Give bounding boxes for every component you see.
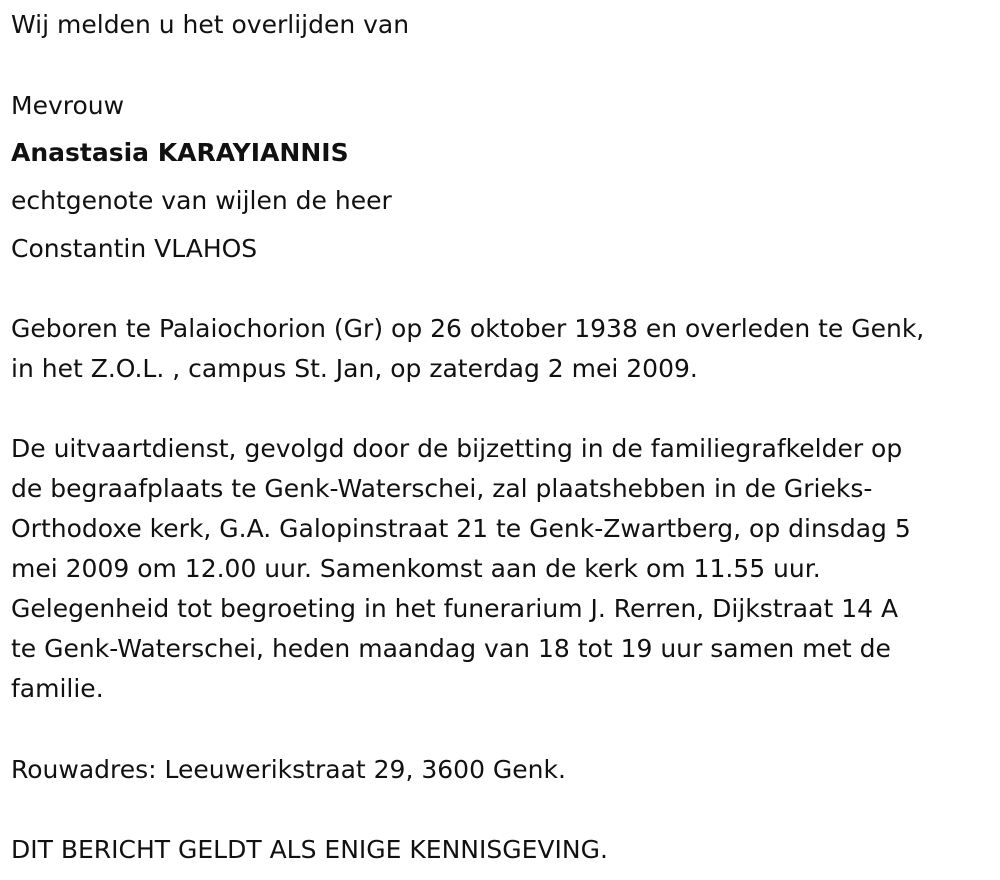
closing-notice: DIT BERICHT GELDT ALS ENIGE KENNISGEVING. bbox=[11, 835, 608, 864]
funeral-line: te Genk-Waterschei, heden maandag van 18 tot 19 uur samen met de bbox=[11, 634, 891, 663]
salutation: Mevrouw bbox=[11, 91, 125, 120]
intro-text: Wij melden u het overlijden van bbox=[11, 10, 410, 39]
funeral-line: mei 2009 om 12.00 uur. Samenkomst aan de kerk om 11.55 uur. bbox=[11, 554, 821, 583]
funeral-line: Gelegenheid tot begroeting in het funerarium J. Rerren, Dijkstraat 14 A bbox=[11, 594, 899, 623]
mourning-address: Rouwadres: Leeuwerikstraat 29, 3600 Genk. bbox=[11, 755, 566, 784]
funeral-line: De uitvaartdienst, gevolgd door de bijzetting in de familiegrafkelder op bbox=[11, 434, 903, 463]
relation-text: echtgenote van wijlen de heer bbox=[11, 186, 392, 215]
funeral-line: Orthodoxe kerk, G.A. Galopinstraat 21 te Genk-Zwartberg, op dinsdag 5 bbox=[11, 514, 911, 543]
funeral-line: familie. bbox=[11, 674, 104, 703]
spouse-name: Constantin VLAHOS bbox=[11, 234, 258, 263]
birth-death-line: in het Z.O.L. , campus St. Jan, op zaterdag 2 mei 2009. bbox=[11, 354, 698, 383]
funeral-line: de begraafplaats te Genk-Waterschei, zal plaatshebben in de Grieks- bbox=[11, 474, 873, 503]
birth-death-line: Geboren te Palaiochorion (Gr) op 26 oktober 1938 en overleden te Genk, bbox=[11, 314, 925, 343]
deceased-name: Anastasia KARAYIANNIS bbox=[11, 138, 349, 167]
